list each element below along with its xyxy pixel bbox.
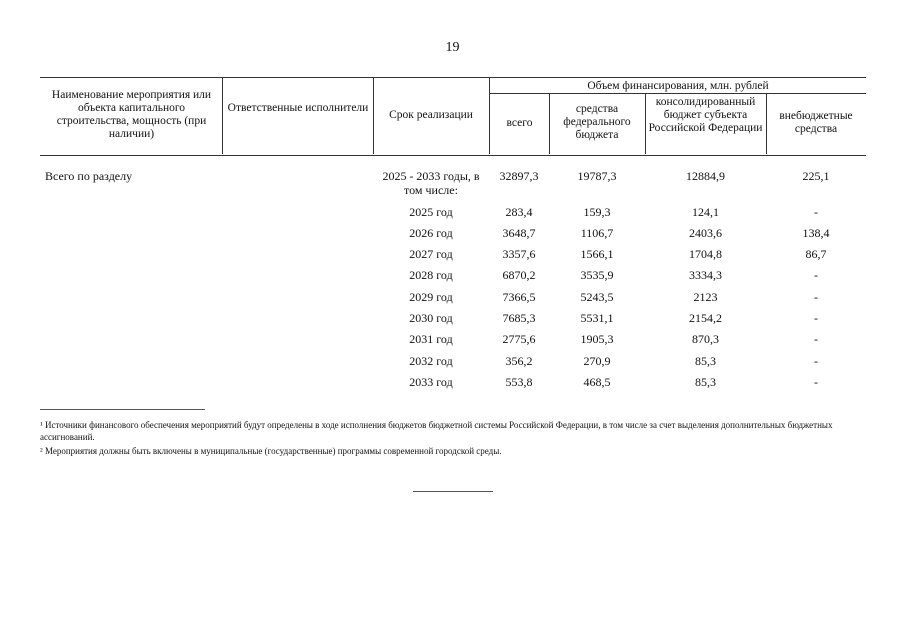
row-regional: 85,3 (695, 375, 716, 389)
row-total: 7685,3 (502, 311, 536, 325)
summary-extra: 225,1 (802, 169, 830, 183)
row-regional: 124,1 (692, 205, 719, 219)
row-regional: 3334,3 (689, 268, 722, 282)
header-extra: внебюджетные средства (779, 110, 853, 135)
header-term: Срок реализации (389, 109, 473, 121)
row-federal: 159,3 (583, 205, 611, 219)
row-extra: 138,4 (802, 226, 830, 240)
summary-name: Всего по разделу (45, 169, 133, 183)
summary-total: 32897,3 (499, 169, 539, 183)
row-total: 283,4 (505, 205, 533, 219)
footnote-separator (40, 409, 205, 410)
row-regional: 870,3 (692, 332, 719, 346)
column-divider (222, 77, 223, 154)
row-term: 2031 год (409, 332, 453, 346)
column-divider (766, 93, 767, 154)
row-regional: 1704,8 (689, 247, 722, 261)
row-total: 2775,6 (502, 332, 536, 346)
row-federal: 1566,1 (580, 247, 614, 261)
row-federal: 468,5 (583, 375, 611, 389)
end-separator (413, 491, 493, 492)
header-executors: Ответственные исполнители (227, 102, 369, 114)
row-term: 2033 год (409, 375, 453, 389)
summary-regional: 12884,9 (686, 169, 725, 183)
row-term: 2027 год (409, 247, 453, 261)
row-regional: 2154,2 (689, 311, 722, 325)
row-federal: 5531,1 (580, 311, 614, 325)
row-federal: 1905,3 (580, 332, 614, 346)
summary-term: 2025 - 2033 годы, в том числе: (382, 169, 480, 197)
header-regional: консолидированный бюджет субъекта Российской Федерации (648, 96, 763, 134)
row-term: 2028 год (409, 268, 453, 282)
row-extra: - (814, 268, 818, 282)
column-divider (645, 93, 646, 154)
row-federal: 3535,9 (580, 268, 614, 282)
row-extra: - (814, 332, 818, 346)
row-total: 3357,6 (502, 247, 536, 261)
row-federal: 1106,7 (580, 226, 614, 240)
row-extra: 86,7 (805, 247, 827, 261)
header-federal: средства федерального бюджета (563, 103, 631, 141)
row-total: 7366,5 (502, 290, 536, 304)
column-divider (373, 77, 374, 154)
row-term: 2032 год (409, 354, 453, 368)
subheader-divider (489, 93, 866, 94)
footnote-2: ² Мероприятия должны быть включены в муниципальные (государственные) программы современной городской среды. (40, 446, 502, 456)
row-extra: - (814, 354, 818, 368)
footnote-1: ¹ Источники финансового обеспечения мероприятий будут определены в ходе исполнения бюджетов бюджетной системы Российской Федерации, в том числе за счет выделения дополнительных бюджетных ассигнований. (40, 420, 833, 442)
row-total: 6870,2 (502, 268, 536, 282)
row-total: 553,8 (505, 375, 533, 389)
row-total: 3648,7 (502, 226, 536, 240)
summary-federal: 19787,3 (577, 169, 617, 183)
header-total: всего (506, 117, 533, 129)
row-extra: - (814, 290, 818, 304)
header-name: Наименование мероприятия или объекта капитального строительства, мощность (при наличии) (51, 89, 212, 140)
row-term: 2030 год (409, 311, 453, 325)
row-term: 2026 год (409, 226, 453, 240)
row-federal: 5243,5 (580, 290, 614, 304)
row-term: 2025 год (409, 205, 453, 219)
row-total: 356,2 (505, 354, 533, 368)
row-term: 2029 год (409, 290, 453, 304)
row-extra: - (814, 311, 818, 325)
row-regional: 2123 (693, 290, 718, 304)
page-number: 19 (445, 40, 460, 55)
row-regional: 85,3 (695, 354, 716, 368)
header-financing: Объем финансирования, млн. рублей (587, 80, 769, 92)
row-federal: 270,9 (583, 354, 611, 368)
row-extra: - (814, 375, 818, 389)
row-extra: - (814, 205, 818, 219)
column-divider (549, 93, 550, 154)
row-regional: 2403,6 (689, 226, 722, 240)
